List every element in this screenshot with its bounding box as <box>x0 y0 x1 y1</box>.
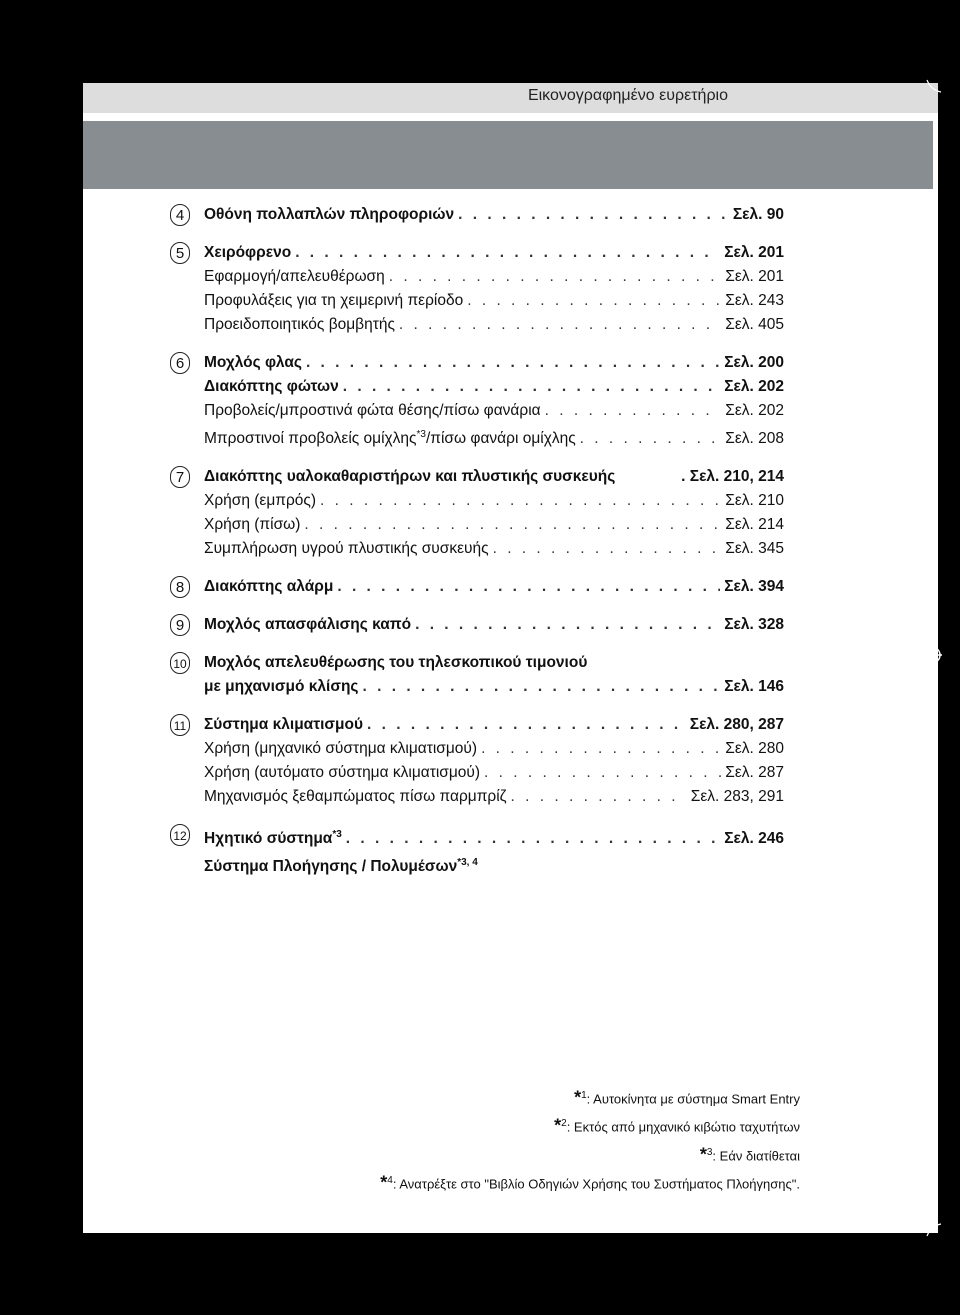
callout-number: 10 <box>170 652 190 674</box>
index-group <box>83 823 938 879</box>
entry-label: Εφαρμογή/απελευθέρωση <box>204 268 385 285</box>
footnote-marker: * <box>574 1087 582 1108</box>
index-entry <box>204 375 784 399</box>
leader-dots <box>467 289 721 313</box>
index-group <box>83 575 938 599</box>
leader-dots <box>484 761 721 785</box>
callout-number: 6 <box>170 352 190 374</box>
index-group <box>83 241 938 337</box>
page-reference: Σελ. 201 <box>724 244 784 261</box>
footnote-marker: * <box>380 1172 388 1193</box>
index-entry <box>204 465 784 489</box>
page-reference: Σελ. 394 <box>724 578 784 596</box>
index-entry <box>204 537 784 561</box>
leader-dots <box>458 203 729 227</box>
index-entry <box>204 785 784 809</box>
index-entry <box>204 713 784 737</box>
index-entry <box>204 851 784 879</box>
footnote-number: 2 <box>561 1118 567 1130</box>
index-entry <box>204 351 784 375</box>
callout-number: 4 <box>170 204 190 226</box>
registration-mark <box>922 640 942 670</box>
callout-number: 9 <box>170 614 190 636</box>
crop-mark <box>925 78 945 98</box>
entry-label: Σύστημα Πλοήγησης / Πολυμέσων$^{*3, 4}$ <box>204 857 478 876</box>
page-reference: Σελ. 287 <box>725 764 784 782</box>
page-reference: Σελ. 208 <box>725 430 784 448</box>
index-entry <box>204 203 784 227</box>
page-reference: Σελ. 345 <box>725 540 784 558</box>
footnote-ref: *3, 4 <box>457 857 478 869</box>
entry-label: Διακόπτης υαλοκαθαριστήρων και πλυστικής συσκευής <box>204 468 616 486</box>
page-reference: Σελ. 280 <box>725 740 784 758</box>
page-reference: Σελ. 214 <box>725 516 784 534</box>
callout-number: 12 <box>170 824 190 846</box>
footnote: *$^2$: Εκτός από μηχανικό κιβώτιο ταχυτήτων <box>554 1115 800 1136</box>
page-reference: Σελ. 90 <box>732 206 784 223</box>
entry-label: Οθόνη πολλαπλών πληροφοριών <box>204 206 455 223</box>
entry-label: Χειρόφρενο <box>204 244 292 261</box>
page-reference: Σελ. 246 <box>724 830 784 848</box>
crop-mark <box>925 1218 945 1238</box>
page-reference: . Σελ. 210, 214 <box>681 468 784 486</box>
entry-label: Προφυλάξεις για τη χειμερινή περίοδο <box>204 292 464 309</box>
entry-label: Διακόπτης αλάρμ <box>204 578 334 596</box>
page-reference: Σελ. 243 <box>725 292 784 309</box>
entry-label: Προειδοποιητικός βομβητής <box>204 316 395 333</box>
page-reference: Σελ. 202 <box>724 378 784 395</box>
footnote-ref: *3 <box>416 429 426 440</box>
entry-label: Μοχλός απασφάλισης καπό <box>204 616 412 634</box>
page-reference: Σελ. 280, 287 <box>689 716 784 734</box>
footnote: *$^1$: Αυτοκίνητα με σύστημα Smart Entry <box>574 1087 800 1108</box>
index-entries <box>83 203 938 893</box>
index-group <box>83 613 938 637</box>
document-page <box>83 83 938 1233</box>
entry-label: με μηχανισμό κλίσης <box>204 678 359 696</box>
index-entry <box>204 265 784 289</box>
entry-label: Μοχλός απελευθέρωσης του τηλεσκοπικού τιμονιού <box>204 654 588 672</box>
index-entry <box>204 737 784 761</box>
leader-dots <box>337 575 720 599</box>
leader-dots <box>481 737 721 761</box>
index-entry <box>204 675 784 699</box>
index-entry <box>204 613 784 637</box>
entry-label: Χρήση (αυτόματο σύστημα κλιματισμού) <box>204 764 481 782</box>
leader-dots <box>343 375 721 399</box>
header-strip <box>83 83 938 113</box>
callout-number: 11 <box>170 714 190 736</box>
index-group <box>83 465 938 561</box>
index-entry <box>204 513 784 537</box>
entry-label: Συμπλήρωση υγρού πλυστικής συσκευής <box>204 540 489 558</box>
leader-dots <box>580 427 722 451</box>
callout-number: 8 <box>170 576 190 598</box>
page-reference: Σελ. 405 <box>725 316 784 333</box>
callout-number: 7 <box>170 466 190 488</box>
index-entry <box>204 289 784 313</box>
entry-label: Χρήση (εμπρός) <box>204 492 317 510</box>
entry-label: Μηχανισμός ξεθαμπώματος πίσω παρμπρίζ <box>204 788 507 806</box>
footnote-number: 4 <box>387 1174 393 1186</box>
index-group <box>83 713 938 809</box>
page-reference: Σελ. 283, 291 <box>690 788 784 806</box>
entry-label: Προβολείς/μπροστινά φώτα θέσης/πίσω φανάρια <box>204 402 541 419</box>
page-title: Εικονογραφημένο ευρετήριο <box>527 87 728 104</box>
index-entry <box>204 241 784 265</box>
leader-dots <box>367 713 686 737</box>
footnote: *$^4$: Ανατρέξτε στο "Βιβλίο Οδηγιών Χρήσης του Συστήματος Πλοήγησης". <box>380 1172 800 1193</box>
leader-dots <box>545 399 722 423</box>
index-entry <box>204 761 784 785</box>
footnote-ref: *3 <box>332 829 342 841</box>
index-entry <box>204 313 784 337</box>
leader-dots <box>306 351 720 375</box>
page-reference: Σελ. 200 <box>724 354 784 371</box>
footnote-marker: * <box>554 1115 562 1136</box>
leader-dots <box>493 537 722 561</box>
callout-number: 5 <box>170 242 190 264</box>
leader-dots <box>362 675 720 699</box>
leader-dots <box>346 827 720 851</box>
leader-dots <box>304 513 721 537</box>
entry-label: Διακόπτης φώτων <box>204 378 339 395</box>
index-entry <box>204 823 784 851</box>
header-banner <box>83 121 933 189</box>
leader-dots <box>295 241 720 265</box>
index-entry <box>204 423 784 451</box>
footnotes <box>380 1083 800 1196</box>
footnote-marker: * <box>699 1143 707 1164</box>
index-entry <box>204 489 784 513</box>
page-reference: Σελ. 202 <box>725 402 784 419</box>
footnote-number: 1 <box>581 1090 587 1101</box>
footnote: *$^3$: Εάν διατίθεται <box>699 1143 800 1164</box>
footnote-number: 3 <box>706 1146 713 1158</box>
entry-label: Μοχλός φλας <box>204 354 302 371</box>
leader-dots <box>415 613 720 637</box>
leader-dots <box>511 785 687 809</box>
page-reference: Σελ. 210 <box>725 492 784 510</box>
index-group <box>83 351 938 451</box>
index-entry <box>204 651 784 675</box>
entry-label: Σύστημα κλιματισμού <box>204 716 364 734</box>
entry-label: Μπροστινοί προβολείς ομίχλης$^{*3}$/πίσω φανάρι ομίχλης <box>204 429 576 448</box>
index-group <box>83 651 938 699</box>
page-reference: Σελ. 201 <box>725 268 784 285</box>
entry-label: Χρήση (μηχανικό σύστημα κλιματισμού) <box>204 740 478 758</box>
entry-label: Ηχητικό σύστημα$^{*3}$ <box>204 829 342 848</box>
leader-dots <box>389 265 722 289</box>
leader-dots <box>399 313 721 337</box>
entry-label: Χρήση (πίσω) <box>204 516 301 534</box>
leader-dots <box>320 489 721 513</box>
index-entry <box>204 575 784 599</box>
page-reference: Σελ. 328 <box>724 616 784 634</box>
index-group <box>83 203 938 227</box>
page-reference: Σελ. 146 <box>724 678 784 696</box>
index-entry <box>204 399 784 423</box>
